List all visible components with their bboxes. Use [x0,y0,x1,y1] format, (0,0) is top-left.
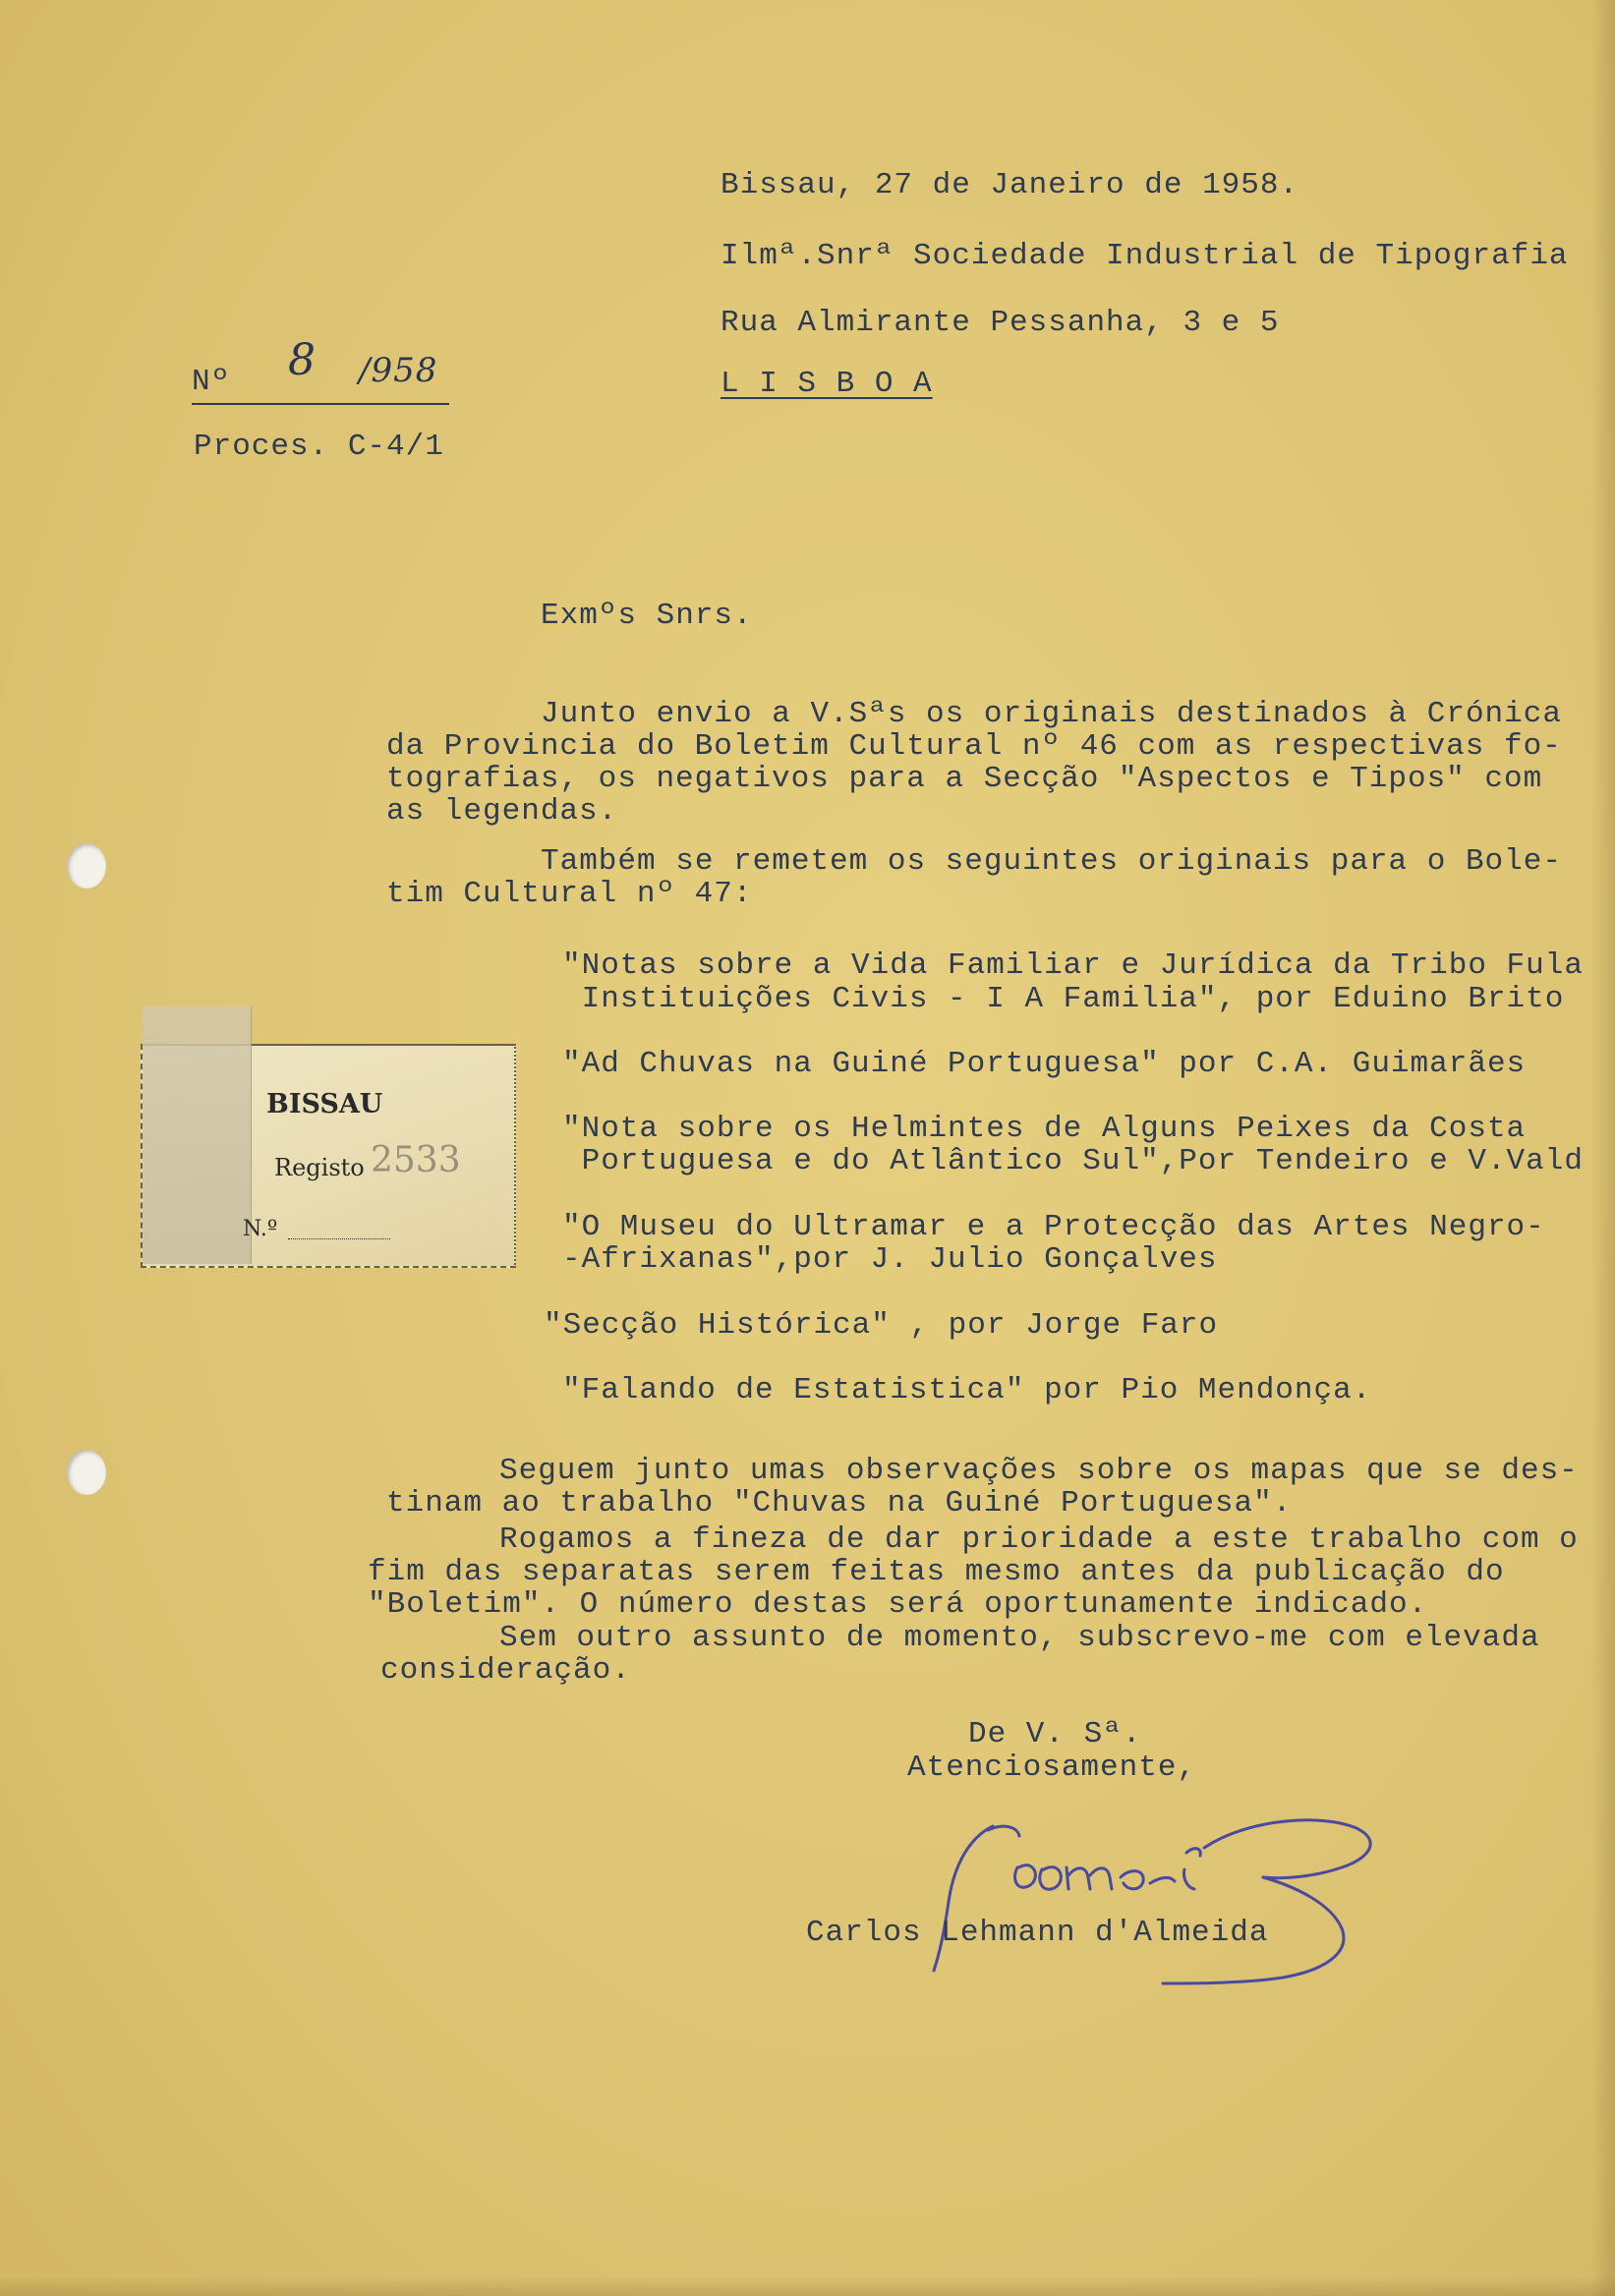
addressee-line-1: Ilmª.Snrª Sociedade Industrial de Tipografia [721,239,1569,273]
addressee-city: L I S B O A [721,367,933,401]
stamp-city: BISSAU [266,1089,383,1119]
paragraph-3-line-1: Seguem junto umas observações sobre os mapas que se des- [499,1454,1579,1488]
paragraph-1-line-3: tografias, os negativos para a Secção "Aspectos e Tipos" com [386,762,1543,796]
stamp-n-line [288,1238,390,1239]
paragraph-5-line-1: Sem outro assunto de momento, subscrevo-me com elevada [499,1621,1540,1655]
paragraph-3-line-2: tinam ao trabalho "Chuvas na Guiné Portuguesa". [386,1486,1293,1521]
list-item-1-line-2: Instituições Civis - I A Familia", por Eduino Brito [562,982,1565,1016]
paragraph-4-line-2: fim das separatas serem feitas mesmo antes da publicação do [368,1555,1505,1589]
stamp-tape [143,1006,252,1264]
salutation: Exmºs Snrs. [541,599,753,633]
reference-handwritten-number: 8 [288,335,317,385]
closing-line-1: De V. Sª. [968,1717,1142,1751]
closing-line-2: Atenciosamente, [907,1751,1197,1785]
punch-hole-top [67,843,106,889]
handwritten-signature [909,1808,1440,2005]
stamp-registo-number: 2533 [371,1140,461,1180]
reference-number [192,335,449,405]
list-item-1-line-1: "Notas sobre a Vida Familiar e Jurídica da Tribo Fula [562,948,1584,983]
paragraph-1-line-1: Junto envio a V.Sªs os originais destinados à Crónica [541,697,1562,731]
list-item-3-line-2: Portuguesa e do Atlântico Sul",Por Tendeiro e V.Vald [562,1144,1584,1178]
letter-date: Bissau, 27 de Janeiro de 1958. [721,168,1299,202]
paragraph-1-line-2: da Provincia do Boletim Cultural nº 46 com as respectivas fo- [386,729,1562,764]
signatory-name: Carlos Lehmann d'Almeida [806,1916,1269,1950]
stamp-n-label: N.º [243,1217,278,1241]
paper-edge-right [1591,0,1615,2296]
addressee-line-2: Rua Almirante Pessanha, 3 e 5 [721,306,1280,340]
list-item-4-line-2: -Afrixanas",por J. Julio Gonçalves [562,1242,1218,1277]
paragraph-5-line-2: consideração. [380,1653,631,1688]
list-item-3-line-1: "Nota sobre os Helmintes de Alguns Peixes da Costa [562,1112,1527,1146]
list-item-4-line-1: "O Museu do Ultramar e a Protecção das Artes Negro- [562,1210,1545,1244]
list-item-2: "Ad Chuvas na Guiné Portuguesa" por C.A. Guimarães [562,1047,1527,1081]
paragraph-1-line-4: as legendas. [386,794,618,829]
paragraph-4-line-3: "Boletim". O número destas será oportunamente indicado. [368,1587,1428,1622]
punch-hole-bottom [67,1450,106,1495]
registration-stamp [141,1044,516,1268]
paragraph-4-line-1: Rogamos a fineza de dar prioridade a este trabalho com o [499,1522,1579,1557]
paragraph-2-line-2: tim Cultural nº 47: [386,877,753,911]
process-reference: Proces. C-4/1 [194,430,444,464]
stamp-registo-label: Registo [274,1154,365,1181]
paragraph-2-line-1: Também se remetem os seguintes originais para o Bole- [541,844,1562,879]
paper-edge-bottom [0,2276,1615,2296]
list-item-6: "Falando de Estatistica" por Pio Mendonça. [562,1373,1372,1407]
reference-prefix: Nº [192,365,231,399]
list-item-5: "Secção Histórica" , por Jorge Faro [544,1308,1219,1343]
reference-year: /958 [359,351,438,390]
